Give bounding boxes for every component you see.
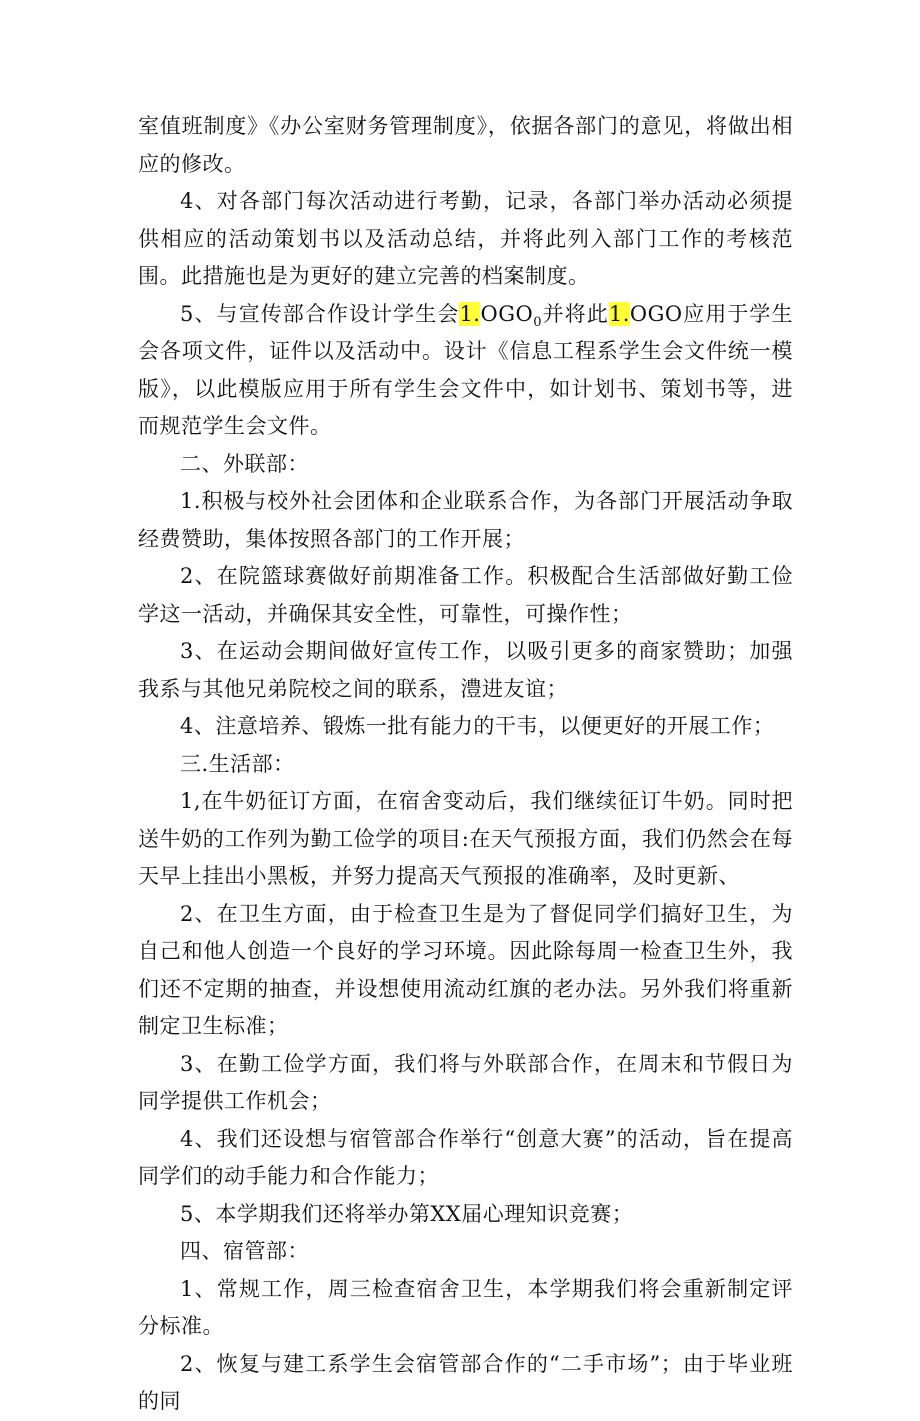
- paragraph: [138, 746, 793, 784]
- paragraph: [138, 1233, 793, 1271]
- paragraph: [138, 783, 793, 896]
- paragraph-text: 1.积极与校外社会团体和企业联系合作，为各部门开展活动争取经费赞助，集体按照各部门的工作开展；: [138, 489, 793, 551]
- paragraph: [138, 483, 793, 558]
- paragraph: [138, 108, 793, 183]
- highlighted-text: 1.: [459, 301, 481, 326]
- document-body: [138, 108, 793, 1421]
- paragraph: [138, 558, 793, 633]
- paragraph-text: 1、常规工作，周三检查宿舍卫生，本学期我们将会重新制定评分标准。: [138, 1276, 793, 1338]
- paragraph-text: 1,在牛奶征订方面，在宿舍变动后，我们继续征订牛奶。同时把送牛奶的工作列为勤工俭学的项目:在天气预报方面，我们仍然会在每天早上挂出小黑板，并努力提高天气预报的准确率，及时更新、: [138, 789, 793, 888]
- paragraph: [138, 183, 793, 296]
- paragraph-text: 二、外联部：: [180, 451, 309, 476]
- paragraph-text: OGO: [480, 301, 534, 326]
- paragraph-text: 并将此: [541, 301, 609, 326]
- paragraph-text: 三.生活部：: [180, 751, 295, 776]
- paragraph-text: 4、我们还设想与宿管部合作举行“创意大赛”的活动，旨在提高同学们的动手能力和合作能力；: [138, 1126, 793, 1188]
- paragraph: [138, 1046, 793, 1121]
- paragraph-text: 5、本学期我们还将举办第XX届心理知识竞赛；: [180, 1201, 634, 1226]
- paragraph: [138, 296, 793, 446]
- paragraph-text: 5、与宣传部合作设计学生会: [180, 301, 460, 326]
- paragraph-text: 四、宿管部：: [180, 1239, 309, 1263]
- paragraph-text: 3、在运动会期间做好宣传工作，以吸引更多的商家赞助；加强我系与其他兄弟院校之间的联系，澧进友谊；: [138, 639, 793, 701]
- paragraph-text: 2、在卫生方面，由于检查卫生是为了督促同学们搞好卫生，为自己和他人创造一个良好的学习环境。因此除每周一检查卫生外，我们还不定期的抽查，并设想使用流动红旗的老办法。另外我们将重新制定卫生标准；: [138, 901, 793, 1038]
- paragraph-text: 4、对各部门每次活动进行考勤，记录，各部门举办活动必须提供相应的活动策划书以及活动总结，并将此列入部门工作的考核范围。此措施也是为更好的建立完善的档案制度。: [138, 189, 793, 288]
- paragraph: [138, 1196, 793, 1234]
- paragraph-text: OGO应用于学生会各项文件，证件以及活动中。设计《信息工程系学生会文件统一模版》，以此模版应用于所有学生会文件中，如计划书、策划书等，进而规范学生会文件。: [138, 301, 793, 438]
- paragraph: [138, 1271, 793, 1346]
- paragraph-text: 2、在院篮球赛做好前期准备工作。积极配合生活部做好勤工俭学这一活动，并确保其安全性，可靠性，可操作性；: [138, 564, 793, 626]
- paragraph-text: 3、在勤工俭学方面，我们将与外联部合作，在周末和节假日为同学提供工作机会；: [138, 1051, 793, 1113]
- paragraph: [138, 1346, 793, 1421]
- paragraph: [138, 446, 793, 484]
- paragraph: [138, 633, 793, 708]
- highlighted-text: 1.: [608, 301, 630, 326]
- subscript-text: 0: [533, 314, 542, 330]
- paragraph: [138, 896, 793, 1046]
- paragraph-text: 室值班制度》《办公室财务管理制度》，依据各部门的意见，将做出相应的修改。: [138, 114, 793, 176]
- paragraph: [138, 708, 793, 746]
- paragraph-text: 2、恢复与建工系学生会宿管部合作的“二手市场”；由于毕业班的同: [138, 1351, 793, 1413]
- paragraph-text: 4、注意培养、锻炼一批有能力的干韦，以便更好的开展工作；: [180, 714, 775, 738]
- paragraph: [138, 1121, 793, 1196]
